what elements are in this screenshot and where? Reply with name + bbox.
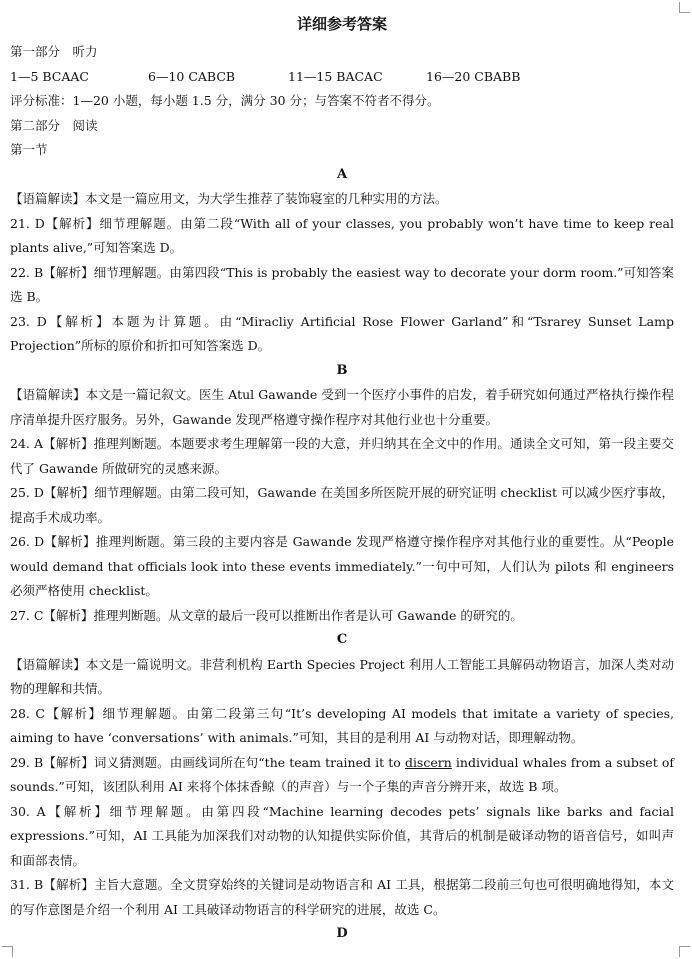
- part2-heading: 第二部分 阅读: [10, 117, 98, 133]
- question-28: 28. C【解析】细节理解题。由第二段第三句“It’s developing AI models that imitate a variety of species, aiming to have ‘conversations’ with animals.”可知，其目的是利用 AI 与动物对话，即理解动物。: [10, 705, 674, 745]
- page-title: 详细参考答案: [296, 15, 387, 33]
- question-29: [10, 751, 674, 800]
- question-21: 21. D【解析】细节理解题。由第二段“With all of your classes, you probably won’t have time to keep real plants alive,”可知答案选 D。: [10, 215, 674, 255]
- question-22: 22. B【解析】细节理解题。由第四段“This is probably the easiest way to decorate your dorm room.”可知答案选 B。: [10, 264, 674, 304]
- answer-group-4: 16—20 CBABB: [426, 68, 521, 84]
- answer-group-2: 6—10 CABCB: [148, 68, 236, 84]
- question-29-text-end: individual whales from a subset of sounds.”可知，该团队利用 AI 来将个体抹香鲸（的声音）与一个子集的声音分辨开来，故选 B 项。: [10, 754, 674, 794]
- section-heading: 第一节: [10, 142, 48, 157]
- corner-mark-bottom-right: [679, 946, 690, 957]
- part1-heading: 第一部分 听力: [10, 44, 98, 59]
- answer-group-1: 1—5 BCAAC: [10, 68, 89, 84]
- corner-mark-bottom-left: [2, 946, 13, 957]
- question-29-text-start: 29. B【解析】词义猜测题。由画线词所在句“the team trained it to: [10, 754, 405, 770]
- passage-c-summary: 【语篇解读】本文是一篇说明文。非营利机构 Earth Species Project 利用人工智能工具解码动物语言，加深人类对动物的理解和共情。: [10, 656, 674, 696]
- listening-answers: [10, 65, 674, 90]
- question-24: 24. A【解析】推理判断题。本题要求考生理解第一段的大意，并归纳其在全文中的作用。通读全文可知，第一段主要交代了 Gawande 所做研究的灵感来源。: [10, 436, 674, 476]
- passage-a-summary: 【语篇解读】本文是一篇应用文，为大学生推荐了装饰寝室的几种实用的方法。: [10, 191, 448, 206]
- underlined-word: discern: [404, 754, 452, 770]
- answer-group-3: 11—15 BACAC: [288, 68, 383, 84]
- question-27: 27. C【解析】推理判断题。从文章的最后一段可以推断出作者是认可 Gawande 的研究的。: [10, 607, 523, 623]
- question-25: 25. D【解析】细节理解题。由第二段可知，Gawande 在美国多所医院开展的研究证明 checklist 可以减少医疗事故，提高手术成功率。: [10, 485, 674, 525]
- question-23: 23. D【解析】本题为计算题。由“Miracliy Artificial Rose Flower Garland”和“Tsrarey Sunset Lamp Projection”所标的原价和折扣可知答案选 D。: [10, 313, 674, 353]
- passage-b-letter: B: [336, 362, 348, 378]
- answer-document: [10, 14, 674, 947]
- passage-d-letter: D: [336, 926, 348, 941]
- scoring-standard: 评分标准：1—20 小题，每小题 1.5 分，满分 30 分；与答案不符者不得分。: [10, 93, 440, 108]
- passage-c-letter: C: [336, 632, 348, 647]
- corner-mark-top-right: [679, 2, 690, 13]
- question-31: 31. B【解析】主旨大意题。全文贯穿始终的关键词是动物语言和 AI 工具，根据第二段前三句也可很明确地得知，本文的写作意图是介绍一个利用 AI 工具破译动物语言的科学研究的进展，故选 C。: [10, 877, 674, 917]
- passage-b-summary: 【语篇解读】本文是一篇记叙文。医生 Atul Gawande 受到一个医疗小事件的启发，着手研究如何通过严格执行操作程序清单提升医疗服务。另外，Gawande 发现严格遵守操作程序对其他行业也十分重要。: [10, 387, 674, 427]
- question-26: 26. D【解析】推理判断题。第三段的主要内容是 Gawande 发现严格遵守操作程序对其他行业的重要性。从“People would demand that officials look into these events immediately.”一句中可知，人们认为 pilots 和 engineers 必须严格使用 checklist。: [10, 534, 674, 598]
- passage-a-letter: A: [336, 166, 348, 182]
- question-30: 30. A【解析】细节理解题。由第四段“Machine learning decodes pets’ signals like barks and facial expressions.”可知，AI 工具能为加深我们对动物的认知提供实际价值，其背后的机制是破译动物的语音信号，如叫声和面部表情。: [10, 803, 674, 868]
